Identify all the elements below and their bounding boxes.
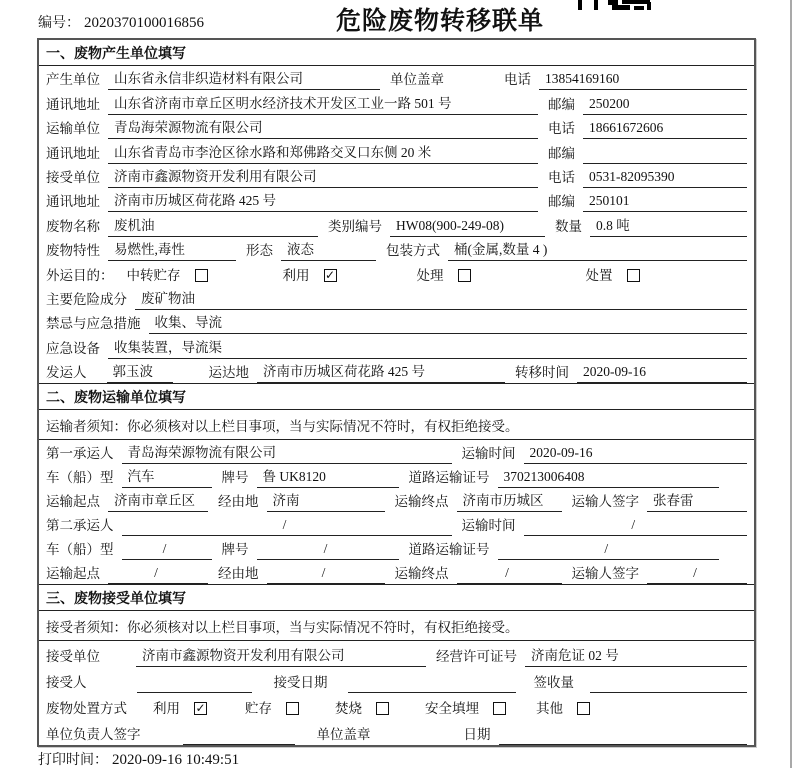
- field-label: 第一承运人: [46, 446, 114, 462]
- field-value: HW08(900-249-08): [390, 218, 545, 237]
- field-label: 电话: [504, 72, 531, 88]
- field-label: 运输起点: [46, 494, 100, 510]
- field-label: 其他: [536, 701, 563, 717]
- field-label: 邮编: [548, 96, 575, 112]
- qr-block: [634, 6, 644, 10]
- field-value: 收集装置，导流渠: [108, 336, 747, 359]
- row-waste-name: [39, 212, 754, 236]
- field-label: 利用: [282, 267, 310, 283]
- row-disposal-method: [39, 693, 754, 719]
- field-value-empty: [348, 677, 516, 693]
- field-value: 250101: [583, 193, 747, 212]
- field-label: 车（船）型: [46, 542, 114, 558]
- field-label: 签收量: [533, 675, 574, 691]
- qr-block: [578, 0, 598, 10]
- field-value: 鲁 UK8120: [257, 465, 399, 488]
- field-value: 济南市鑫源物资开发利用有限公司: [108, 165, 538, 188]
- field-value: 济南: [267, 489, 385, 512]
- serial-value: 2020370100016856: [84, 15, 204, 31]
- row-produce-unit: [39, 66, 754, 90]
- field-label: 废物特性: [46, 243, 100, 259]
- field-label: 电话: [548, 121, 575, 137]
- field-label: 通讯地址: [46, 96, 100, 112]
- field-value: /: [122, 517, 452, 536]
- field-label: 转移时间: [515, 365, 569, 381]
- field-value: 山东省济南市章丘区明水经济技术开发区工业一路 501 号: [108, 92, 538, 115]
- field-label: 主要危险成分: [46, 291, 127, 307]
- checkbox-unchecked-icon: [627, 269, 640, 282]
- row-responsible-signature: [39, 719, 754, 745]
- field-label: 运输单位: [46, 121, 100, 137]
- field-value: 济南市鑫源物资开发利用有限公司: [136, 644, 426, 667]
- field-label: 接受人: [46, 675, 87, 691]
- field-label: 通讯地址: [46, 194, 100, 210]
- section-title: 三、废物接受单位填写: [39, 585, 754, 611]
- field-label: 运输人签字: [571, 566, 639, 582]
- field-label: 道路运输证号: [408, 470, 490, 486]
- row-second-route: [39, 560, 754, 584]
- field-value: /: [267, 565, 385, 584]
- field-label: 运输终点: [394, 566, 449, 582]
- page-edge-divider: [790, 0, 792, 768]
- field-value: 山东省永信非织造材料有限公司: [108, 67, 380, 90]
- field-value: /: [524, 517, 748, 536]
- page-title: 危险废物转移联单: [335, 7, 544, 35]
- field-label: 中转贮存: [126, 267, 181, 283]
- notice-text: 运输者须知：你必须核对以上栏目事项，当与实际情况不符时，有权拒绝接受。: [39, 410, 754, 440]
- row-transport-unit: [39, 115, 754, 139]
- field-value-empty: [583, 148, 747, 164]
- field-label: 经由地: [218, 494, 259, 510]
- print-time-label: 打印时间：: [38, 753, 108, 768]
- row-emergency-equipment: [39, 334, 754, 358]
- row-receiver-person: [39, 667, 754, 693]
- field-label: 数量: [555, 218, 582, 234]
- section-title: 二、废物运输单位填写: [39, 384, 754, 410]
- field-value: 济南市章丘区: [108, 489, 208, 512]
- field-value: 桶(金属,数量 4 ): [448, 238, 747, 261]
- field-value: 收集、导流: [149, 311, 748, 334]
- field-label: 安全填埋: [425, 701, 479, 717]
- section-producer: [39, 40, 754, 383]
- qr-block: [647, 2, 651, 10]
- field-label: 应急设备: [46, 340, 100, 356]
- field-label: 包装方式: [386, 243, 440, 259]
- qr-block: [622, 0, 650, 4]
- field-value-empty: [183, 729, 295, 745]
- field-value: 0531-82095390: [583, 169, 747, 188]
- field-value-empty: [590, 677, 747, 693]
- field-label: 处理: [416, 267, 444, 283]
- field-value: 青岛海荣源物流有限公司: [122, 441, 452, 464]
- field-value: 废矿物油: [135, 287, 747, 310]
- row-transfer-purpose: [39, 261, 754, 285]
- field-label: 外运目的：: [46, 267, 114, 283]
- field-value: 汽车: [122, 465, 212, 488]
- field-value: /: [108, 565, 208, 584]
- section-title: 一、废物产生单位填写: [39, 40, 754, 66]
- field-label: 通讯地址: [46, 145, 100, 161]
- row-producer-address: [39, 90, 754, 114]
- checkbox-unchecked-icon: [493, 702, 506, 715]
- field-value: 2020-09-16: [577, 364, 747, 383]
- field-label: 第二承运人: [46, 518, 114, 534]
- row-first-carrier: [39, 440, 754, 464]
- field-value: 18661672606: [583, 120, 747, 139]
- field-value: /: [257, 541, 399, 560]
- field-label: 道路运输证号: [408, 542, 490, 558]
- row-consignor: [39, 359, 754, 383]
- field-value: 济南危证 02 号: [525, 644, 747, 667]
- field-label: 接受单位: [46, 169, 100, 185]
- checkbox-checked-icon: ✓: [324, 267, 336, 282]
- section-receiver: [39, 584, 754, 745]
- row-precaution-measures: [39, 310, 754, 334]
- checkbox-unchecked-icon: [195, 269, 208, 282]
- serial-number: [38, 12, 204, 32]
- field-label: 单位盖章: [390, 72, 444, 88]
- row-first-vehicle: [39, 464, 754, 488]
- field-label: 贮存: [245, 701, 272, 717]
- field-value: 废机油: [108, 214, 318, 237]
- field-value-empty: [499, 729, 748, 745]
- field-value: /: [122, 541, 212, 560]
- row-second-vehicle: [39, 536, 754, 560]
- notice-text: 接受者须知：你必须核对以上栏目事项，当与实际情况不符时，有权拒绝接受。: [39, 611, 754, 641]
- field-label: 牌号: [221, 470, 249, 486]
- field-value: 张春雷: [647, 489, 747, 512]
- field-label: 处置: [585, 267, 613, 283]
- field-value: 液态: [281, 238, 376, 261]
- field-value: 易燃性,毒性: [108, 238, 236, 261]
- field-label: 废物名称: [46, 218, 100, 234]
- field-value: 13854169160: [539, 71, 747, 90]
- row-waste-characteristics: [39, 237, 754, 261]
- field-label: 类别编号: [328, 218, 382, 234]
- field-label: 焚烧: [335, 701, 362, 717]
- field-label: 运输起点: [46, 566, 100, 582]
- field-value: 山东省青岛市李沧区徐水路和郑佛路交叉口东侧 20 米: [108, 141, 538, 164]
- checkbox-unchecked-icon: [577, 702, 590, 715]
- field-value: 济南市历城区荷花路 425 号: [257, 360, 505, 383]
- field-label: 形态: [246, 243, 273, 259]
- field-label: 废物处置方式: [46, 701, 127, 717]
- qr-code-partial-icon: [578, 0, 652, 10]
- checkbox-unchecked-icon: [458, 269, 471, 282]
- field-value: /: [647, 565, 747, 584]
- field-label: 接受单位: [46, 649, 100, 665]
- field-label: 产生单位: [46, 72, 100, 88]
- checkbox-unchecked-icon: [376, 702, 389, 715]
- field-label: 运达地: [208, 365, 249, 381]
- field-label: 禁忌与应急措施: [46, 316, 141, 332]
- field-value: /: [498, 541, 720, 560]
- field-label: 邮编: [548, 194, 575, 210]
- field-value: 250200: [583, 96, 747, 115]
- row-receiving-unit: [39, 641, 754, 667]
- field-label: 运输终点: [394, 494, 449, 510]
- field-value: 济南市历城区: [457, 489, 562, 512]
- row-receiver-address: [39, 188, 754, 212]
- print-time-value: 2020-09-16 10:49:51: [112, 752, 240, 768]
- field-label: 单位负责人签字: [46, 727, 141, 743]
- field-value-empty: [137, 677, 252, 693]
- section-transporter: [39, 383, 754, 584]
- field-value: 济南市历城区荷花路 425 号: [108, 189, 538, 212]
- field-label: 单位盖章: [316, 727, 371, 743]
- field-label: 运输时间: [461, 446, 516, 462]
- field-label: 车（船）型: [46, 470, 114, 486]
- field-value: 青岛海荣源物流有限公司: [108, 116, 538, 139]
- field-value: 0.8 吨: [590, 214, 747, 237]
- field-label: 运输人签字: [571, 494, 639, 510]
- field-label: 接受日期: [273, 675, 328, 691]
- row-receive-unit: [39, 164, 754, 188]
- row-first-route: [39, 488, 754, 512]
- manifest-form-table: [37, 38, 756, 747]
- field-label: 运输时间: [461, 518, 516, 534]
- field-label: 日期: [463, 727, 491, 743]
- field-label: 利用: [153, 701, 180, 717]
- field-value: 2020-09-16: [524, 445, 748, 464]
- field-value: 郭玉波: [107, 360, 173, 383]
- field-label: 经由地: [218, 566, 259, 582]
- row-main-hazardous-components: [39, 286, 754, 310]
- field-label: 经营许可证号: [436, 649, 517, 665]
- field-value: /: [457, 565, 562, 584]
- qr-block: [612, 5, 630, 10]
- field-value: 370213006408: [498, 469, 720, 488]
- row-transporter-address: [39, 139, 754, 163]
- checkbox-checked-icon: ✓: [195, 701, 206, 716]
- checkbox-unchecked-icon: [286, 702, 299, 715]
- row-second-carrier: [39, 512, 754, 536]
- field-label: 发运人: [46, 365, 87, 381]
- field-label: 牌号: [221, 542, 249, 558]
- field-label: 邮编: [548, 145, 575, 161]
- serial-label: 编号：: [38, 16, 80, 31]
- print-time: [38, 749, 239, 769]
- field-label: 电话: [548, 169, 575, 185]
